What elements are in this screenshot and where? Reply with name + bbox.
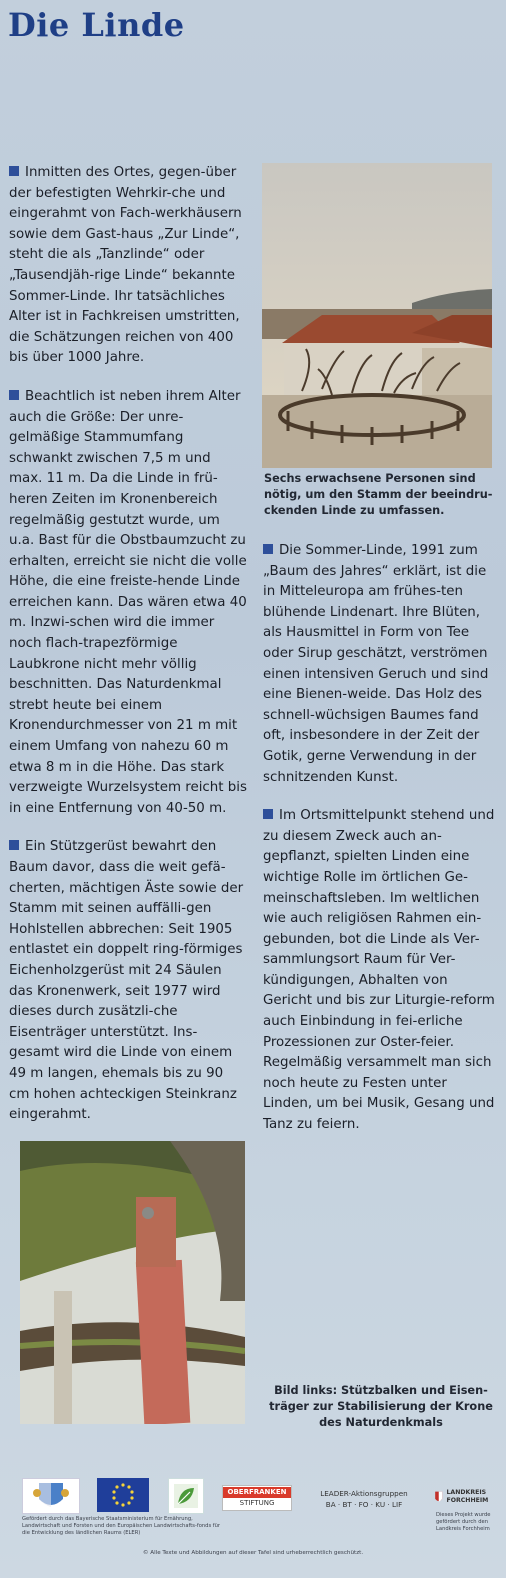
bavaria-coat-of-arms-logo [22, 1478, 80, 1514]
bullet-square-icon [9, 390, 19, 400]
stiftung-label: STIFTUNG [239, 1499, 275, 1507]
landkreis-note: Dieses Projekt wurde gefördert durch den Landkreis Forchheim [436, 1512, 491, 1532]
photo-caption-bottom: Bild links: Stützbalken und Eisen-träger zur Stabilisierung der Krone des Naturdenkmals [269, 1384, 493, 1429]
leader-groups-text [314, 1486, 414, 1512]
paragraph [9, 387, 247, 819]
text-column-left [9, 163, 247, 1144]
leader-groups-list: BA · BT · FO · KU · LIF [325, 1500, 403, 1509]
landkreis-name: LANDKREIS FORCHHEIM [446, 1489, 489, 1504]
support-beam-photo [20, 1141, 245, 1424]
paragraph-text: Beachtlich ist neben ihrem Alter auch die Größe: Der unre-gelmäßige Stammumfang schwankt zwischen 7,5 m und max. 11 m. Da die Linde in frü-heren Zeiten im Kronenbereich regelmäßig gestutzt wurde, um u.a. Bast für die Obstbaumzucht zu erhalten, erreicht sie nicht die volle Höhe, die eine freiste-hende Linde erreichen kann. Das wären etwa 40 m. Inzwi-schen wird die immer noch flach-trapezförmige Laubkrone nicht mehr völlig beschnitten. Das Naturdenkmal strebt heute bei einem Kronendurchmesser von 21 m mit einem Umfang von nahezu 60 m etwa 8 m in die Höhe. Das stark verzweigte Wurzelsystem reicht bis in eine Entfernung von 40-50 m. [9, 388, 247, 816]
paragraph [9, 837, 247, 1125]
leader-leaf-icon [172, 1482, 200, 1510]
linden-tree-image [262, 163, 492, 468]
page-title: Die Linde [8, 6, 185, 44]
landkreis-shield-icon [434, 1486, 443, 1508]
copyright-note: © Alle Texte und Abbildungen auf dieser Tafel sind urheberrechtlich geschützt. [142, 1550, 364, 1556]
bullet-square-icon [9, 840, 19, 850]
bullet-square-icon [263, 809, 273, 819]
bullet-square-icon [263, 544, 273, 554]
photo-caption-top: Sechs erwachsene Personen sind nötig, um den Stamm der beeindru-ckenden Linde zu umfassen. [264, 472, 493, 517]
support-beam-image [20, 1141, 245, 1424]
text-column-right [263, 541, 495, 1154]
eu-stars-icon [106, 1481, 140, 1509]
funding-note: Gefördert durch das Bayerische Staatsministerium für Ernährung, Landwirtschaft und Forsten und den Europäischen Landwirtschafts-fonds für die Entwicklung des ländlichen Raums (ELER) [22, 1516, 221, 1536]
eu-flag-logo [97, 1478, 149, 1512]
coat-of-arms-icon [31, 1481, 71, 1511]
paragraph-text: Inmitten des Ortes, gegen-über der befestigten Wehrkir-che und eingerahmt von Fach-werkhäusern sowie dem Gast-haus „Zur Linde“, steht die als „Tanzlinde“ oder „Tausendjäh-rige Linde“ bekannte Sommer-Linde. Ihr tatsächliches Alter ist in Fachkreisen umstritten, die Schätzungen reichen von 400 bis über 1000 Jahre. [9, 165, 242, 366]
leader-logo [168, 1478, 204, 1514]
landkreis-forchheim-logo [434, 1484, 496, 1510]
paragraph [263, 806, 495, 1136]
paragraph [9, 163, 247, 369]
paragraph-text: Im Ortsmittelpunkt stehend und zu diesem Zweck auch an-gepflanzt, spielten Linden eine wichtige Rolle im örtlichen Ge-meinschaftsleben. Im weltlichen wie auch religiösen Rahmen ein-gebunden, bot die Linde als Ver-sammlungsort Raum für Ver-kündigungen, Abhalten von Gericht und bis zur Liturgie-reform auch Einbindung in fei-erliche Prozessionen zur Oster-feier. Regelmäßig versammelt man sich noch heute zu Festen unter Linden, um bei Musik, Gesang und Tanz zu feiern. [263, 808, 495, 1133]
oberfranken-stiftung-logo [222, 1485, 292, 1511]
paragraph [263, 541, 495, 788]
paragraph-text: Die Sommer-Linde, 1991 zum „Baum des Jahres“ erklärt, ist die in Mitteleuropa am frühes-ten blühende Lindenart. Ihre Blüten, als Hausmittel in Form von Tee oder Sirup geschätzt, verströmen einen intensiven Geruch und sind eine Bienen-weide. Das Holz des schnell-wüchsigen Baumes fand oft, insbesondere in der Zeit der Gotik, gerne Verwendung in der schnitzenden Kunst. [263, 543, 489, 785]
bullet-square-icon [9, 166, 19, 176]
leader-groups-title: LEADER-Aktionsgruppen [320, 1489, 408, 1498]
linden-tree-photo [262, 163, 492, 468]
paragraph-text: Ein Stützgerüst bewahrt den Baum davor, dass die weit gefä-cherten, mächtigen Äste sowie der Stamm mit seinen auffälli-gen Hohlstellen abbrechen: Seit 1905 entlastet ein doppelt ring-förmiges Eichenholzgerüst mit 24 Säulen das Kronenwerk, seit 1977 wird dieses durch zusätzli-che Eisenträger unterstützt. Ins-gesamt wird die Linde von einem 49 m langen, ehemals bis zu 90 cm hohen achteckigen Steinkranz eingerahmt. [9, 839, 244, 1123]
stiftung-name: OBERFRANKEN [223, 1487, 291, 1498]
